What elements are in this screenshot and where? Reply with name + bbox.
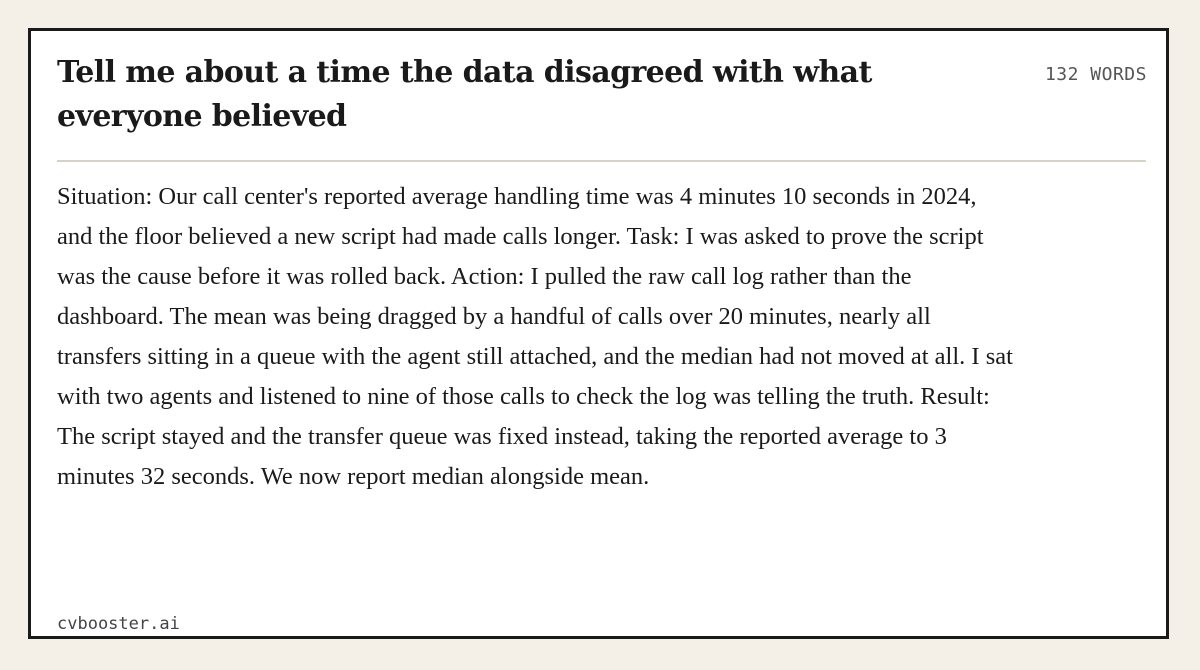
header-divider [57, 160, 1146, 162]
question-title: Tell me about a time the data disagreed with what everyone believed [57, 55, 872, 134]
answer-card [28, 28, 1169, 639]
word-count-badge: 132 WORDS [1044, 64, 1147, 85]
answer-text: Situation: Our call center's reported average handling time was 4 minutes 10 seconds in 2024, and the floor believed a new script had made calls longer. Task: I was asked to prove the script was the cause before it was rolled back. Action: I pulled the raw call log rather than the dashboard. The mean was being dragged by a handful of calls over 20 minutes, nearly all transfers sitting in a queue with the agent still attached, and the median had not moved at all. I sat with two agents and listened to nine of those calls to check the log was telling the truth. Result: The script stayed and the transfer queue was fixed instead, taking the reported average to 3 minutes 32 seconds. We now report median alongside mean. [57, 183, 1013, 490]
brand-footer: cvbooster.ai [57, 614, 180, 634]
card-header [57, 51, 1147, 139]
